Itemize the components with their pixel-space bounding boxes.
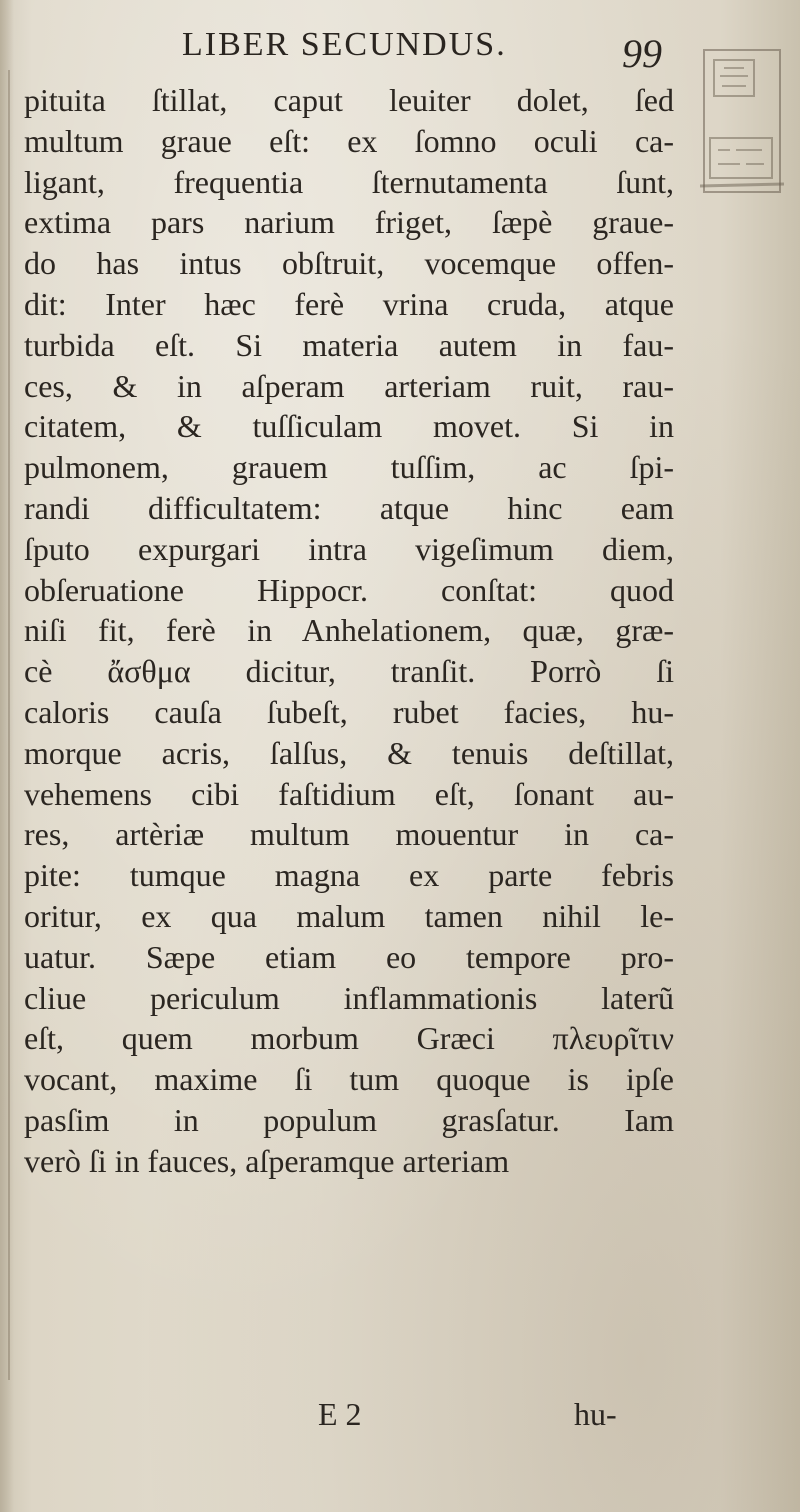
text-line: ces, & in aſperam arteriam ruit, rau- [24,367,674,404]
text-line: cliue periculum inflammationis laterũ [24,979,674,1016]
library-stamp-icon [700,46,784,196]
text-line: pasſim in populum grasſatur. Iam [24,1101,674,1138]
running-head-title: LIBER SECUNDUS. [182,26,507,63]
running-head [0,26,800,76]
text-line: res, artèriæ multum mouentur in ca- [24,816,674,853]
text-line: vehemens cibi faſtidium eſt, ſonant au- [24,775,674,812]
body-text [24,80,674,1182]
text-line: citatem, & tuſſiculam movet. Si in [24,408,674,445]
page-footer [0,1396,800,1446]
margin-rule [8,70,10,1380]
text-line: do has intus obſtruit, vocemque offen- [24,245,674,282]
text-line: verò ſi in fauces, aſperamque arteriam [24,1142,510,1179]
text-line: pituita ſtillat, caput leuiter dolet, ſed [24,82,674,118]
text-line: multum graue eſt: ex ſomno oculi ca- [24,122,674,159]
catchword: hu- [574,1396,617,1432]
text-line: niſi fit, ferè in Anhelationem, quæ, græ- [24,612,674,649]
signature-mark: E 2 [318,1396,362,1432]
page-gutter [0,0,14,1512]
text-line: caloris cauſa ſubeſt, rubet facies, hu- [24,693,674,730]
text-line: vocant, maxime ſi tum quoque is ipſe [24,1061,674,1098]
text-line: randi difficultatem: atque hinc eam [24,489,674,526]
text-line: oritur, ex qua malum tamen nihil le- [24,897,674,934]
text-line: dit: Inter hæc ferè vrina cruda, atque [24,285,674,322]
text-line: morque acris, ſalſus, & tenuis deſtillat, [24,734,674,771]
text-line: eſt, quem morbum Græci πλευρῖτιν [24,1020,674,1057]
text-line: ligant, frequentia ſternutamenta ſunt, [24,163,674,200]
text-line: pulmonem, grauem tuſſim, ac ſpi- [24,449,674,486]
text-line: extima pars narium friget, ſæpè graue- [24,204,674,241]
text-line: pite: tumque magna ex parte febris [24,857,674,894]
text-line: turbida eſt. Si materia autem in fau- [24,326,674,363]
text-line: obſeruatione Hippocr. conſtat: quod [24,571,674,608]
text-line: ſputo expurgari intra vigeſimum diem, [24,530,674,567]
text-line: cè ἄσθμα dicitur, tranſit. Porrò ſi [24,653,674,690]
page-number: 99 [622,31,662,76]
text-line: uatur. Sæpe etiam eo tempore pro- [24,938,674,975]
